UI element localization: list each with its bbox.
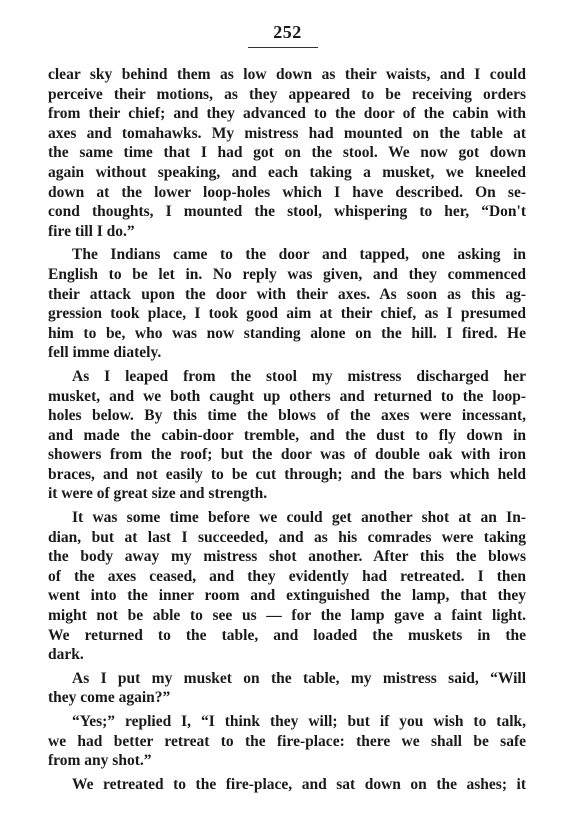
text-line: showers from the roof; but the door was of double oak with iron xyxy=(48,446,526,464)
text-line: from any shot.” xyxy=(48,752,152,770)
text-line: it were of great size and strength. xyxy=(48,485,268,503)
text-line: musket, and we both caught up others and returned to the loop- xyxy=(48,387,526,405)
paragraph xyxy=(48,245,526,363)
text-line: again without speaking, and each taking a musket, we kneeled xyxy=(48,163,526,181)
text-line: It was some time before we could get another shot at an In- xyxy=(72,509,526,527)
paragraph xyxy=(48,367,526,504)
text-line: they come again?” xyxy=(48,689,171,707)
text-line: of the axes ceased, and they evidently had retreated. I then xyxy=(48,567,526,585)
text-line: cond thoughts, I mounted the stool, whispering to her, “Don't xyxy=(48,203,526,221)
text-line: gression took place, I took good aim at their chief, as I presumed xyxy=(48,305,526,323)
text-line: “Yes;” replied I, “I think they will; but if you wish to talk, xyxy=(72,713,526,730)
text-line: went into the inner room and extinguished the lamp, that they xyxy=(48,587,526,605)
text-line: him to be, who was now standing alone on the hill. I fired. He xyxy=(48,324,526,342)
text-line: perceive their motions, as they appeared to be receiving orders xyxy=(48,85,526,103)
paragraph xyxy=(48,508,526,665)
text-line: the body away my mistress shot another. After this the blows xyxy=(48,548,526,566)
text-line: fire till I do.” xyxy=(48,222,135,240)
paragraph xyxy=(48,669,526,708)
text-line: braces, and not easily to be cut through; and the bars which held xyxy=(48,465,526,483)
text-line: dark. xyxy=(48,646,84,664)
text-line: clear sky behind them as low down as their waists, and I could xyxy=(48,66,526,83)
text-line: their attack upon the door with their axes. As soon as this ag- xyxy=(48,285,526,303)
text-line: holes below. By this time the blows of the axes were incessant, xyxy=(48,407,526,425)
text-line: from their chief; and they advanced to the door of the cabin with xyxy=(48,105,526,123)
page-number: 252 xyxy=(273,22,302,42)
text-line: We returned to the table, and loaded the muskets in the xyxy=(48,626,526,644)
text-line: might not be able to see us — for the lamp gave a faint light. xyxy=(48,607,526,625)
text-line: As I put my musket on the table, my mistress said, “Will xyxy=(72,669,526,687)
text-line: The Indians came to the door and tapped, one asking in xyxy=(72,246,526,264)
header-rule xyxy=(248,47,318,48)
text-line: As I leaped from the stool my mistress discharged her xyxy=(72,367,526,385)
text-line: dian, but at last I succeeded, and as his comrades were taking xyxy=(48,528,526,546)
text-line: fell imme diately. xyxy=(48,344,162,362)
paragraph xyxy=(48,712,526,771)
body-text xyxy=(48,65,526,794)
text-line: English to be let in. No reply was given, and they commenced xyxy=(48,265,526,283)
text-line: we had better retreat to the fire-place: there we shall be safe xyxy=(48,732,526,750)
paragraph xyxy=(48,65,526,241)
text-line: down at the lower loop-holes which I have described. On se- xyxy=(48,183,526,201)
text-line: and made the cabin-door tremble, and the dust to fly down in xyxy=(48,426,526,444)
text-line: We retreated to the fire-place, and sat down on the ashes; it xyxy=(72,775,526,793)
text-line: axes and tomahawks. My mistress had mounted on the table at xyxy=(48,124,526,142)
paragraph xyxy=(48,775,526,795)
text-line: the same time that I had got on the stool. We now got down xyxy=(48,144,526,162)
